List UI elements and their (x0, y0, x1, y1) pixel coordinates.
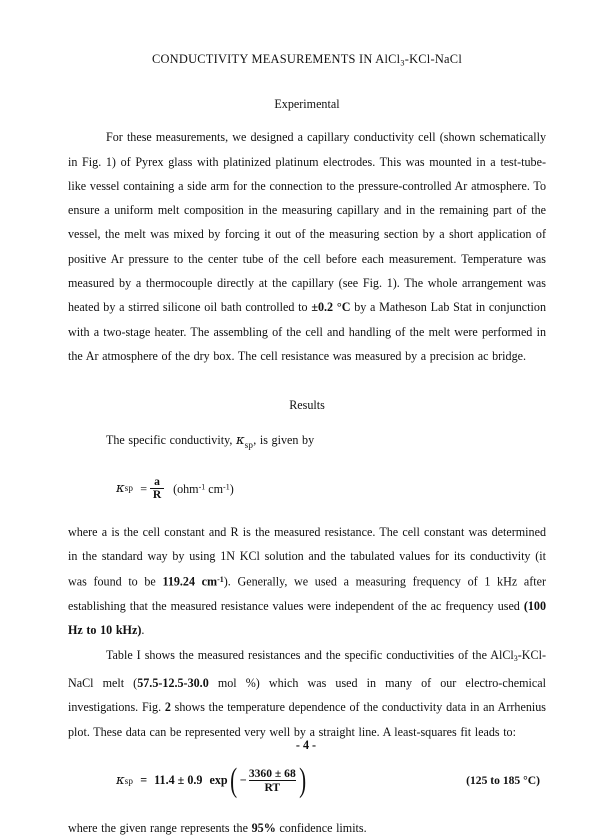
page-number-footer: - 4 - (295, 738, 317, 752)
equation-1-units-exponent-1: -1 (198, 482, 206, 492)
equation-1-units (173, 483, 234, 495)
document-title-subscript: 3 (400, 58, 405, 68)
page-content (68, 52, 546, 840)
equation-2-prefactor: 11.4 ± 0.9 (154, 773, 203, 788)
document-title-suffix: -KCl-NaCl (404, 52, 463, 66)
cell-constant-unit-exponent: -1 (217, 575, 224, 585)
melt-composition-value: 57.5-12.5-30.0 (137, 676, 209, 691)
results-p3-part-d: shows the temperature dependence of the conductivity data in an Arrhenius plot. These data can be represented very well by a straight line. A least-squares fit leads to: (68, 700, 546, 739)
figure-number-reference: 2 (164, 700, 171, 715)
results-intro-paragraph (68, 428, 546, 457)
experimental-paragraph (68, 125, 546, 368)
equation-specific-conductivity (68, 472, 546, 506)
equation-1-units-close: ) (229, 481, 234, 496)
equation-2-fraction (249, 767, 296, 795)
equation-arrhenius-fit (68, 760, 546, 802)
document-title-prefix: CONDUCTIVITY MEASUREMENTS IN AlCl (151, 52, 401, 66)
results-paragraph-2 (68, 520, 546, 643)
equation-2-subscript: sp (124, 775, 134, 786)
frequency-range-value: (100 Hz to 10 kHz) (68, 598, 546, 638)
equation-1-denominator: R (152, 488, 162, 502)
equation-1-fraction (150, 476, 164, 502)
equation-1-units-open: (ohm (173, 481, 199, 496)
equation-2-expression (116, 762, 308, 800)
equation-1-numerator: a (154, 474, 160, 488)
section-heading-experimental: Experimental (274, 97, 340, 112)
equation-2-minus-sign: − (239, 773, 247, 788)
equation-1-units-mid: cm (205, 481, 224, 496)
cell-constant-unit: cm (195, 574, 218, 589)
confidence-limit-value: 95% (251, 820, 276, 835)
results-paragraph-4 (68, 816, 546, 840)
section-heading-results: Results (289, 398, 325, 413)
results-intro-before: The specific conductivity, (106, 433, 236, 448)
equation-2-kappa: κ (116, 773, 125, 789)
equation-1-subscript: sp (124, 483, 134, 494)
equation-2-paren-open: ( (229, 762, 237, 800)
equation-2-equals: = (140, 773, 148, 788)
results-paragraph-3 (68, 643, 546, 744)
document-title (68, 52, 546, 67)
cell-constant-value: 119.24 (162, 574, 196, 589)
equation-2-temperature-range: (125 to 185 °C) (466, 774, 540, 788)
results-p3-part-a: Table I shows the measured resistances and the specific conductivities of the AlCl (106, 647, 514, 662)
equation-2-paren-close: ) (298, 762, 306, 800)
results-p4-part-a: where the given range represents the (68, 820, 252, 835)
results-p4-part-b: confidence limits. (275, 820, 367, 835)
experimental-text-part-1: For these measurements, we designed a capillary conductivity cell (shown schematically in Fig. 1) of Pyrex glass with platinized platinum electrodes. This was mounted in a test-tube-like vessel containing a side arm for the connection to the pressure-controlled Ar atmosphere. To ensure a uniform melt composition in the measuring capillary and in the remaining part of the vessel, the melt was mixed by forcing it out of the measuring section by a short application of positive Ar pressure to the center tube of the cell before each measurement. Temperature was measured by a thermocouple directly at the capillary (see Fig. 1). The whole arrangement was heated by a stirred silicone oil bath controlled to (68, 130, 546, 315)
equation-1-kappa: κ (116, 481, 125, 497)
experimental-text-part-2: by a Matheson Lab Stat in conjunction with a two-stage heater. The assembling of the cell and handling of the melt were performed in the Ar atmosphere of the dry box. The cell resistance was measured by a precision ac bridge. (68, 300, 546, 363)
results-p2-part-d: . (141, 623, 145, 638)
results-p2-part-a: where a is the cell constant and R is the measured resistance. The cell constant was determined in the standard way by using 1N KCl solution and the tabulated values for its conductivity (it was found to be (68, 524, 546, 589)
kappa-subscript-inline: sp (244, 440, 254, 451)
results-intro-after: , is given by (253, 433, 315, 448)
equation-1-units-exponent-2: -1 (223, 482, 230, 492)
experimental-tolerance-value: ±0.2 °C (311, 300, 351, 315)
results-p2-part-c: ). Generally, we used a measuring frequency of 1 kHz after establishing that the measured resistance values were independent of the ac frequency used (68, 574, 546, 613)
alcl3-subscript: 3 (513, 653, 518, 663)
results-p3-part-b: -KCl-NaCl melt ( (68, 647, 546, 691)
equation-1-row (68, 472, 546, 506)
equation-2-exp-label: exp (209, 773, 228, 788)
results-p3-part-c: mol %) which was used in many of our electro-chemical investigations. Fig. (68, 676, 546, 715)
equation-1-equals: = (140, 481, 148, 496)
kappa-symbol-inline: κ (235, 433, 245, 449)
equation-2-denominator: RT (264, 781, 281, 795)
equation-2-numerator: 3360 ± 68 (248, 767, 296, 781)
